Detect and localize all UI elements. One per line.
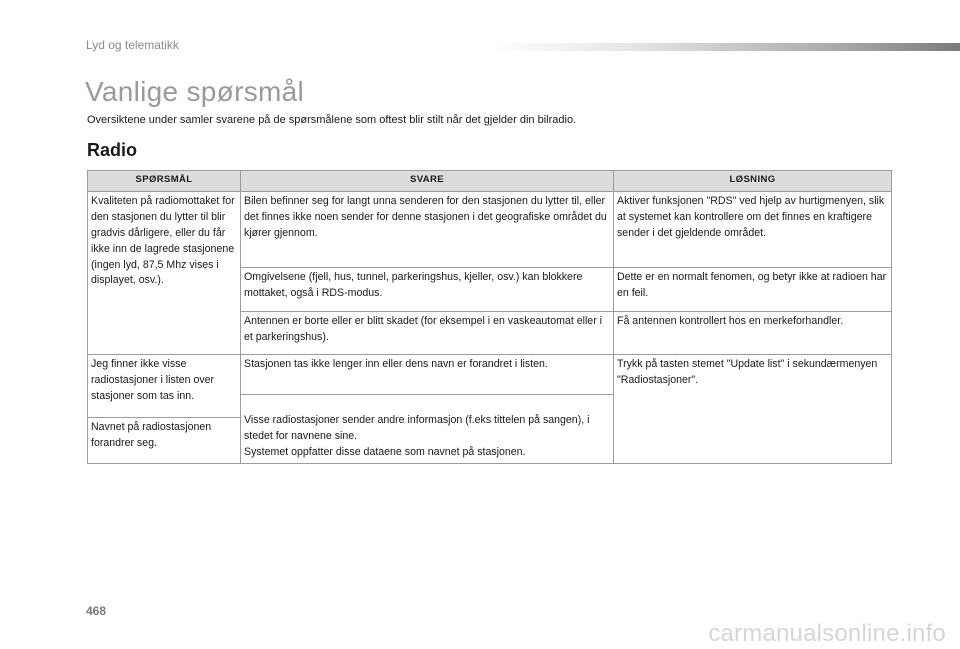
answer-text: Bilen befinner seg for langt unna senderen for den stasjonen du lytter til, eller det finnes ikke noen sender for denne stasjonen i det geografiske området du kjører gjennom. [244, 195, 607, 239]
question-cell [88, 192, 241, 355]
section-label: Lyd og telematikk [86, 38, 179, 52]
answer-text: Visse radiostasjoner sender andre informasjon (f.eks tittelen på sangen), i stedet for navnene sine. Systemet oppfatter disse dataene som navnet på stasjonen. [244, 414, 590, 458]
answer-cell [241, 312, 614, 355]
watermark: carmanualsonline.info [708, 620, 946, 647]
answer-cell [241, 395, 614, 464]
solution-cell [614, 268, 892, 312]
answer-cell [241, 355, 614, 395]
answer-text: Stasjonen tas ikke lenger inn eller dens navn er forandret i listen. [244, 358, 548, 370]
answer-cell [241, 268, 614, 312]
table-row [88, 355, 892, 395]
column-header-answer: SVARE [241, 171, 614, 192]
answer-cell [241, 192, 614, 268]
solution-cell [614, 312, 892, 355]
column-header-question: SPØRSMÅL [88, 171, 241, 192]
intro-text: Oversiktene under samler svarene på de spørsmålene som oftest blir stilt når det gjelder din bilradio. [87, 114, 577, 126]
column-header-solution: LØSNING [614, 171, 892, 192]
faq-table [87, 170, 892, 464]
solution-cell [614, 355, 892, 464]
solution-text: Aktiver funksjonen "RDS" ved hjelp av hurtigmenyen, slik at systemet kan kontrollere om det finnes en kraftigere sender i det gjeldende området. [617, 195, 885, 239]
page-title: Vanlige spørsmål [85, 76, 305, 107]
answer-text: Omgivelsene (fjell, hus, tunnel, parkeringshus, kjeller, osv.) kan blokkere mottaket, også i RDS-modus. [244, 271, 583, 299]
question-cell [88, 355, 241, 418]
answer-text: Antennen er borte eller er blitt skadet (for eksempel i en vaskeautomat eller i et parkeringshus). [244, 315, 603, 343]
header-gradient-bar [488, 43, 960, 51]
page-number: 468 [86, 604, 107, 618]
solution-cell [614, 192, 892, 268]
question-text: Navnet på radiostasjonen forandrer seg. [91, 420, 212, 449]
question-cell [88, 417, 241, 463]
section-subtitle: Radio [87, 140, 138, 160]
question-text: Kvaliteten på radiomottaket for den stasjonen du lytter til blir gradvis dårligere, eller du får ikke inn de lagrede stasjonene (ingen lyd, 87,5 Mhz vises i displayet, osv.). [91, 195, 235, 287]
question-text: Jeg finner ikke visse radiostasjoner i listen over stasjoner som tas inn. [91, 358, 215, 402]
solution-text: Få antennen kontrollert hos en merkeforhandler. [617, 315, 844, 327]
table-row [88, 192, 892, 268]
table-header-row [88, 171, 892, 192]
solution-text: Trykk på tasten stemet "Update list" i sekundærmenyen "Radiostasjoner". [617, 358, 878, 386]
solution-text: Dette er en normalt fenomen, og betyr ikke at radioen har en feil. [617, 271, 887, 299]
